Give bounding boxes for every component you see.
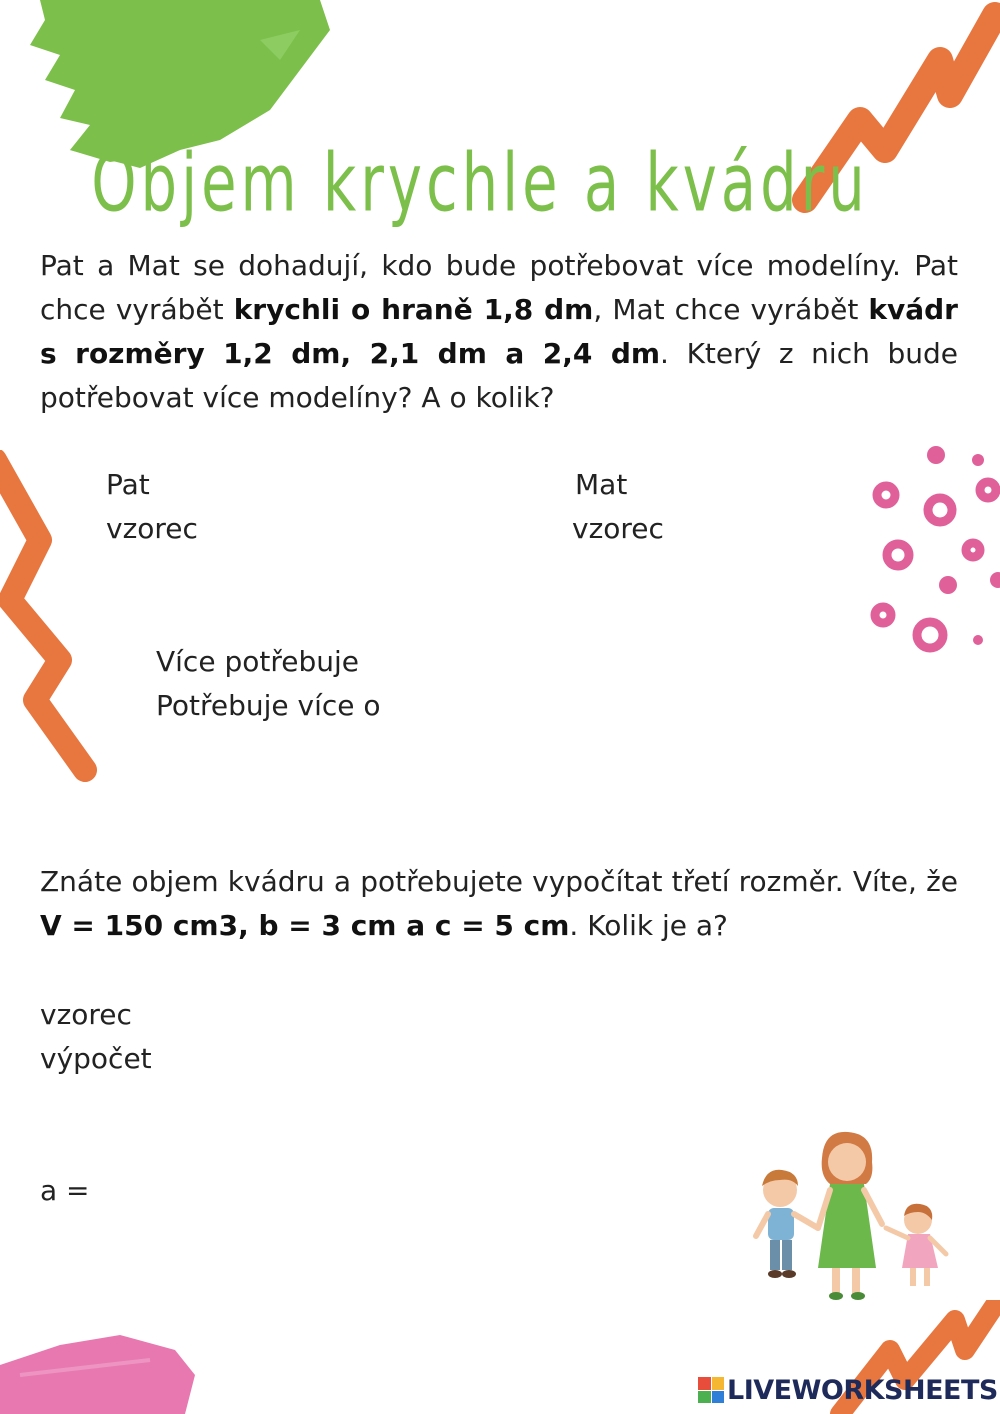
- pat-formula-label: vzorec: [106, 512, 198, 545]
- brand-name: LIVEWORKSHEETS: [727, 1374, 998, 1406]
- mother-figure: [818, 1132, 882, 1300]
- brand-logo-icon: [698, 1377, 724, 1403]
- mat-formula-label: vzorec: [572, 512, 664, 545]
- task1-end: . Který z nich bude potřebovat více modelíny? A o kolik?: [40, 337, 958, 414]
- boy-figure: [756, 1170, 818, 1278]
- pink-brush-stroke: [0, 1325, 200, 1414]
- family-illustration: [748, 1128, 960, 1304]
- task1-mid: , Mat chce vyrábět: [593, 293, 869, 326]
- task2-end: . Kolik je a?: [569, 909, 728, 942]
- task2-calc-label: výpočet: [40, 1042, 152, 1075]
- task1-cube-spec: krychli o hraně 1,8 dm: [233, 293, 594, 326]
- pat-label: Pat: [106, 468, 150, 501]
- task1-cuboid-spec: kvádr s rozměry 1,2 dm, 2,1 dm a 2,4 dm: [40, 293, 958, 370]
- task2-formula-label: vzorec: [40, 998, 132, 1031]
- task2-answer-label: a =: [40, 1174, 90, 1207]
- pink-dots-decoration: [868, 435, 1000, 670]
- task1-paragraph: [40, 244, 958, 420]
- brand-watermark: [698, 1370, 998, 1410]
- task2-given-values: V = 150 cm3, b = 3 cm a c = 5 cm: [40, 909, 570, 942]
- task2-intro: Znáte objem kvádru a potřebujete vypočítat třetí rozměr. Víte, že: [40, 865, 958, 898]
- girl-figure: [886, 1204, 946, 1286]
- task2-paragraph: [40, 860, 958, 948]
- task1-intro: Pat a Mat se dohadují, kdo bude potřebovat více modelíny. Pat chce vyrábět: [40, 249, 958, 326]
- orange-zigzag-left: [0, 450, 110, 790]
- page-title: Objem krychle a kvádru: [91, 138, 869, 231]
- more-needs-label: Více potřebuje: [156, 645, 359, 678]
- needs-more-by-label: Potřebuje více o: [156, 689, 381, 722]
- mat-label: Mat: [575, 468, 628, 501]
